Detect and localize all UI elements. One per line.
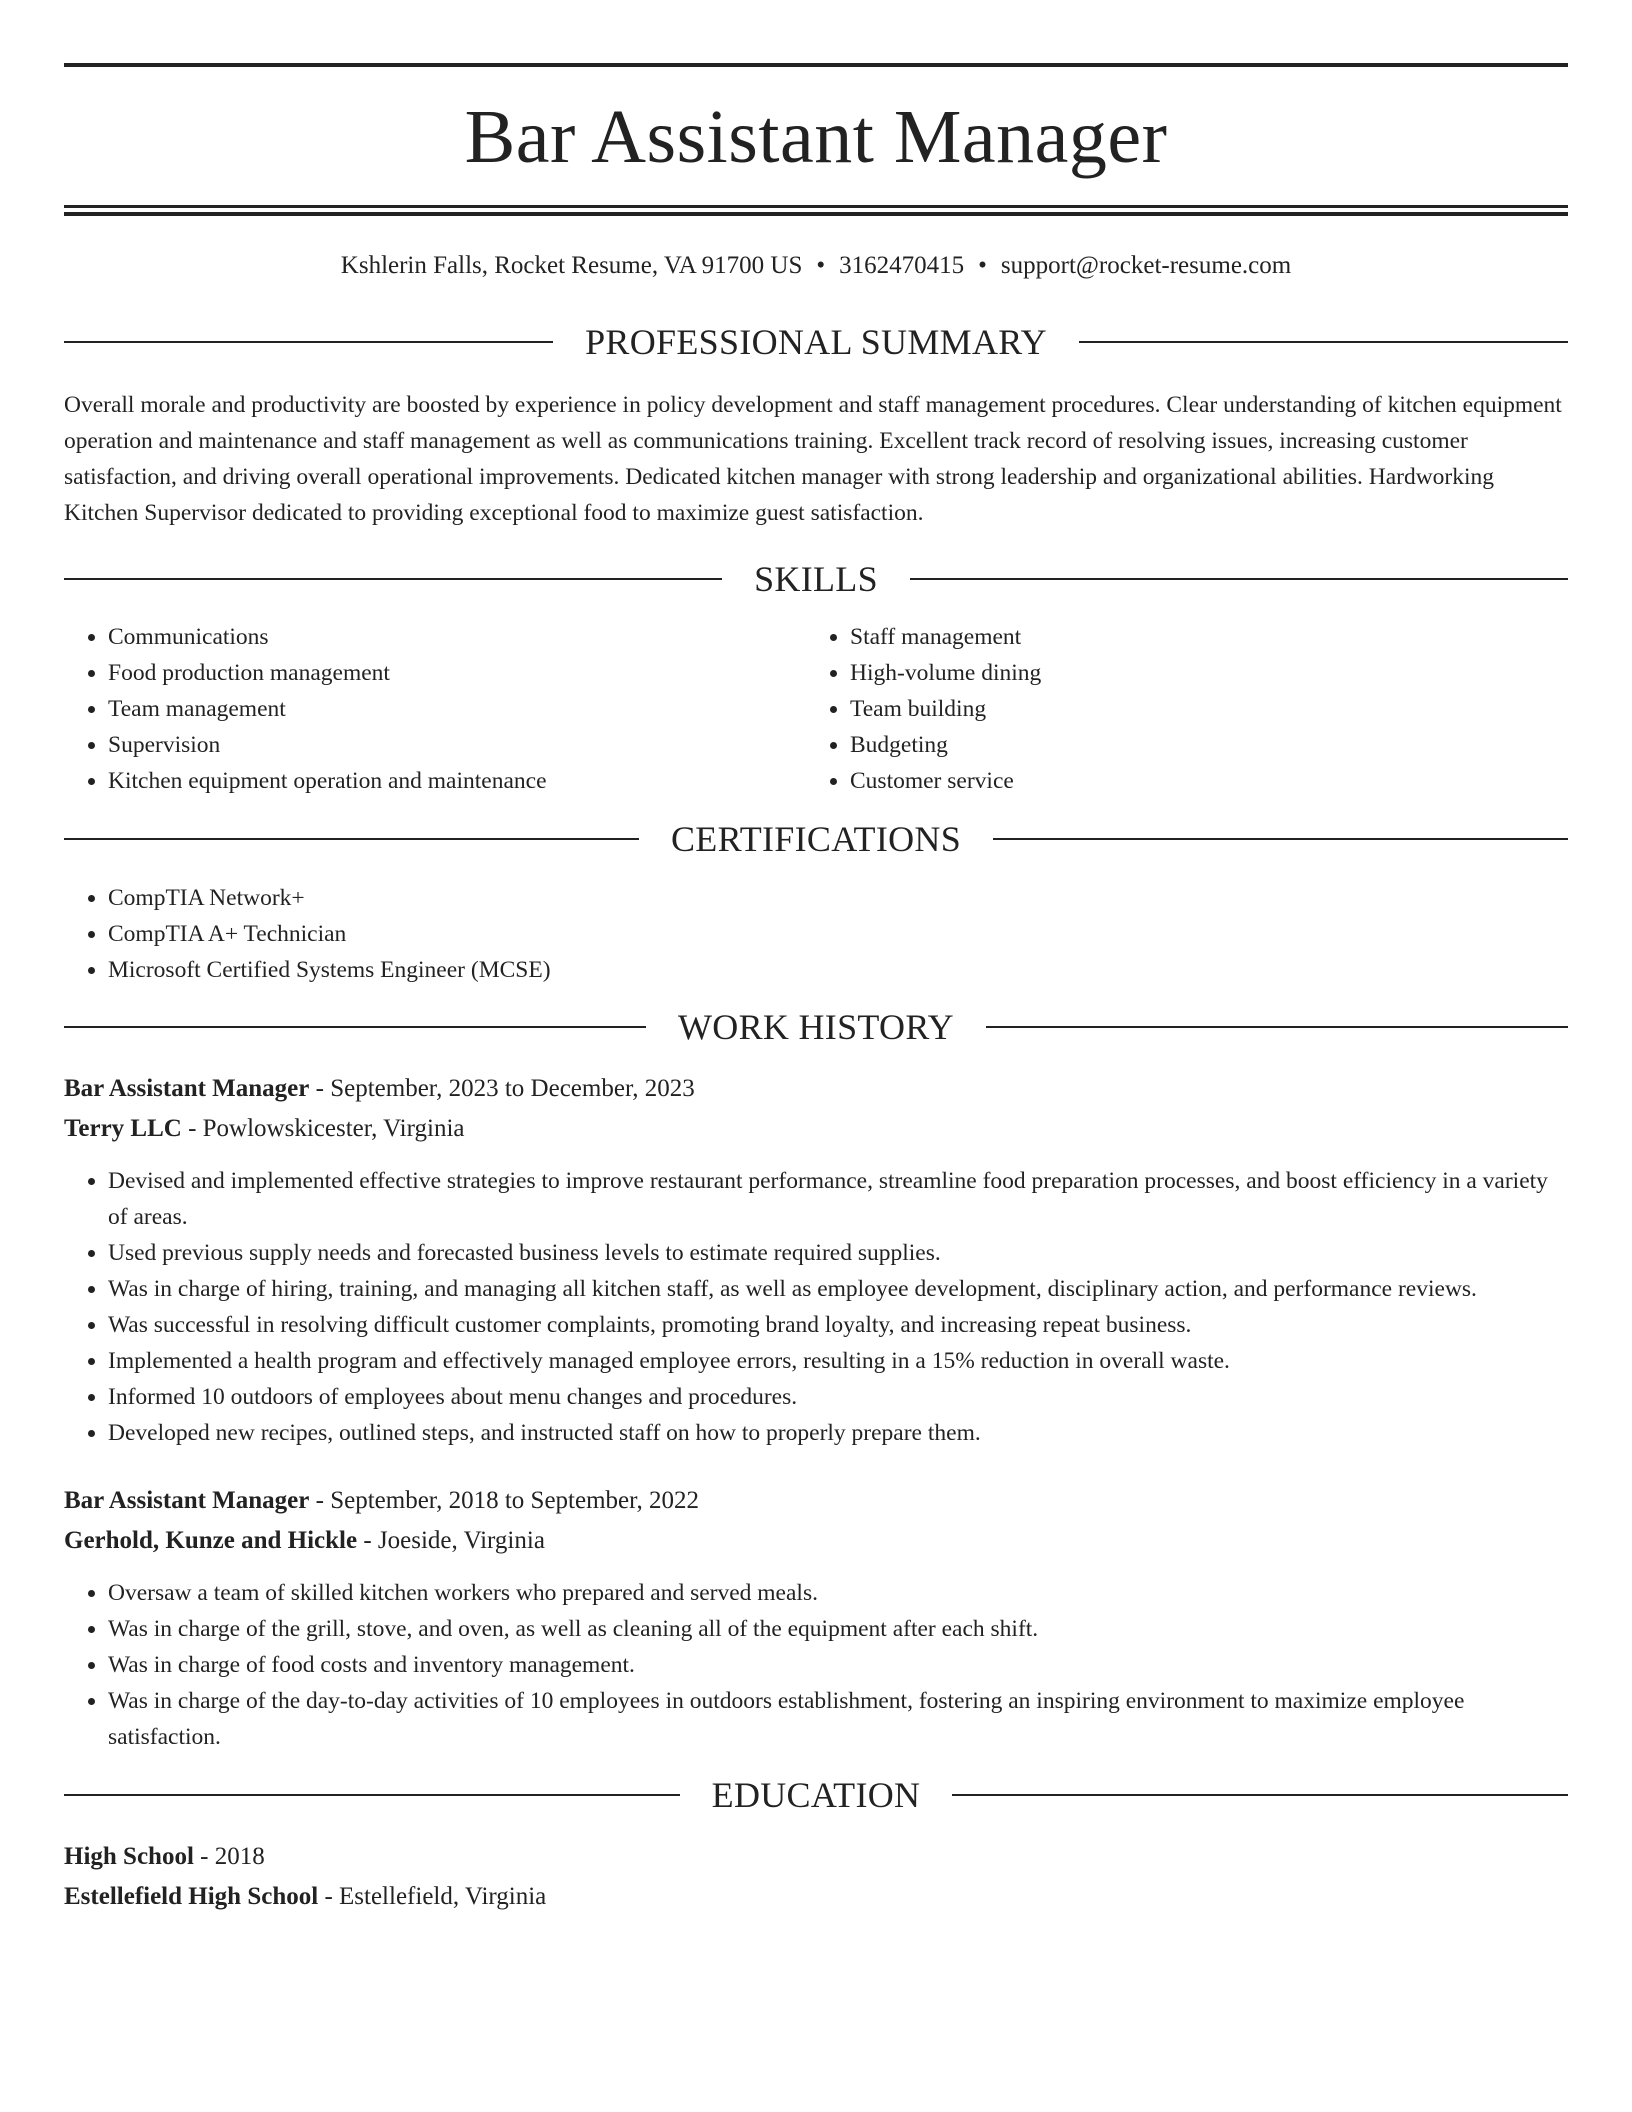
- skills-list: [64, 619, 1568, 799]
- skills-column-left: [64, 619, 806, 799]
- education-school: Estellefield High School: [64, 1883, 319, 1910]
- job-bullet: • Was in charge of the grill, stove, and oven, as well as cleaning all of the equipment after each shift.: [108, 1611, 1568, 1647]
- section-title: SKILLS: [754, 559, 878, 599]
- job-title-line: [64, 1481, 1568, 1521]
- education-school-line: [64, 1877, 1568, 1917]
- job-bullet: • Devised and implemented effective strategies to improve restaurant performance, streamline food preparation processes, and boost efficiency in a variety of areas.: [108, 1163, 1568, 1235]
- heading-rule: [986, 1026, 1568, 1028]
- job-bullet: • Oversaw a team of skilled kitchen workers who prepared and served meals.: [108, 1575, 1568, 1611]
- job-bullet: • Was successful in resolving difficult customer complaints, promoting brand loyalty, and increasing repeat business.: [108, 1307, 1568, 1343]
- job-dates: - September, 2023 to December, 2023: [309, 1075, 695, 1102]
- certification-item: • Microsoft Certified Systems Engineer (MCSE): [108, 952, 1568, 988]
- section-heading-summary: [64, 324, 1568, 360]
- job-bullets: [64, 1575, 1568, 1755]
- job-bullet: • Used previous supply needs and forecasted business levels to estimate required supplies.: [108, 1235, 1568, 1271]
- education-entry: [64, 1837, 1568, 1917]
- certifications-list: [64, 880, 1568, 988]
- job-title: Bar Assistant Manager: [64, 1075, 310, 1102]
- skills-column-right: [806, 619, 1548, 799]
- job-entry: [64, 1069, 1568, 1451]
- heading-rule: [64, 838, 639, 840]
- contact-separator: •: [816, 252, 826, 279]
- education-year: - 2018: [193, 1843, 265, 1870]
- job-dates: - September, 2018 to September, 2022: [309, 1487, 699, 1514]
- section-title: CERTIFICATIONS: [670, 819, 962, 859]
- heading-rule: [993, 838, 1568, 840]
- job-location: - Joeside, Virginia: [357, 1527, 545, 1554]
- job-bullet: • Was in charge of the day-to-day activities of 10 employees in outdoors establishment, fostering an inspiring environment to maximize employee satisfaction.: [108, 1683, 1568, 1755]
- certification-item: • CompTIA A+ Technician: [108, 916, 1568, 952]
- contact-phone: 3162470415: [839, 252, 965, 279]
- job-bullet: • Informed 10 outdoors of employees about menu changes and procedures.: [108, 1379, 1568, 1415]
- heading-rule: [64, 1794, 680, 1796]
- education-degree-line: [64, 1837, 1568, 1877]
- section-title: WORK HISTORY: [678, 1007, 954, 1047]
- heading-rule: [64, 341, 553, 343]
- job-title-line: [64, 1069, 1568, 1109]
- skill-item: • Kitchen equipment operation and maintenance: [108, 763, 806, 799]
- summary-text: Overall morale and productivity are boosted by experience in policy development and staff management procedures. Clear understanding of kitchen equipment operation and maintenance and staff management as well as communications training. Excellent track record of resolving issues, increasing customer satisfaction, and driving overall operational improvements. Dedicated kitchen manager with strong leadership and organizational abilities. Hardworking Kitchen Supervisor dedicated to providing exceptional food to maximize guest satisfaction.: [64, 392, 1562, 526]
- skill-item: • Supervision: [108, 727, 806, 763]
- section-title: EDUCATION: [711, 1775, 921, 1815]
- top-rule: [64, 63, 1568, 67]
- skill-item: • Team management: [108, 691, 806, 727]
- resume-page: [64, 0, 1568, 1917]
- skill-item: • Food production management: [108, 655, 806, 691]
- job-title: Bar Assistant Manager: [64, 1487, 310, 1514]
- section-heading-education: [64, 1777, 1568, 1813]
- job-bullet: • Implemented a health program and effectively managed employee errors, resulting in a 15% reduction in overall waste.: [108, 1343, 1568, 1379]
- job-company: Terry LLC: [64, 1115, 182, 1142]
- heading-rule: [64, 1026, 646, 1028]
- double-rule: [64, 205, 1568, 216]
- heading-rule: [64, 578, 722, 580]
- contact-line: [64, 253, 1568, 278]
- job-bullet: • Developed new recipes, outlined steps, and instructed staff on how to properly prepare them.: [108, 1415, 1568, 1451]
- heading-rule: [910, 578, 1568, 580]
- certification-item: • CompTIA Network+: [108, 880, 1568, 916]
- skill-item: • Communications: [108, 619, 806, 655]
- job-location: - Powlowskicester, Virginia: [181, 1115, 465, 1142]
- job-bullet: • Was in charge of hiring, training, and managing all kitchen staff, as well as employee development, disciplinary action, and performance reviews.: [108, 1271, 1568, 1307]
- resume-title: Bar Assistant Manager: [464, 95, 1168, 179]
- job-bullets: [64, 1163, 1568, 1451]
- skill-item: • Customer service: [850, 763, 1548, 799]
- heading-rule: [952, 1794, 1568, 1796]
- contact-separator: •: [978, 252, 987, 279]
- contact-email: support@rocket-resume.com: [1000, 252, 1292, 279]
- job-company: Gerhold, Kunze and Hickle: [64, 1527, 358, 1554]
- skill-item: • Budgeting: [850, 727, 1548, 763]
- education-location: - Estellefield, Virginia: [318, 1883, 547, 1910]
- job-company-line: [64, 1521, 1568, 1561]
- section-heading-certifications: [64, 821, 1568, 857]
- section-heading-skills: [64, 561, 1568, 597]
- skill-item: • Team building: [850, 691, 1548, 727]
- section-title: PROFESSIONAL SUMMARY: [585, 322, 1047, 362]
- education-degree: High School: [64, 1843, 194, 1870]
- skill-item: • Staff management: [850, 619, 1548, 655]
- job-bullet: • Was in charge of food costs and inventory management.: [108, 1647, 1568, 1683]
- job-company-line: [64, 1109, 1568, 1149]
- heading-rule: [1079, 341, 1568, 343]
- section-heading-work-history: [64, 1009, 1568, 1045]
- skill-item: • High-volume dining: [850, 655, 1548, 691]
- job-entry: [64, 1481, 1568, 1755]
- contact-address: Kshlerin Falls, Rocket Resume, VA 91700 US: [340, 252, 803, 279]
